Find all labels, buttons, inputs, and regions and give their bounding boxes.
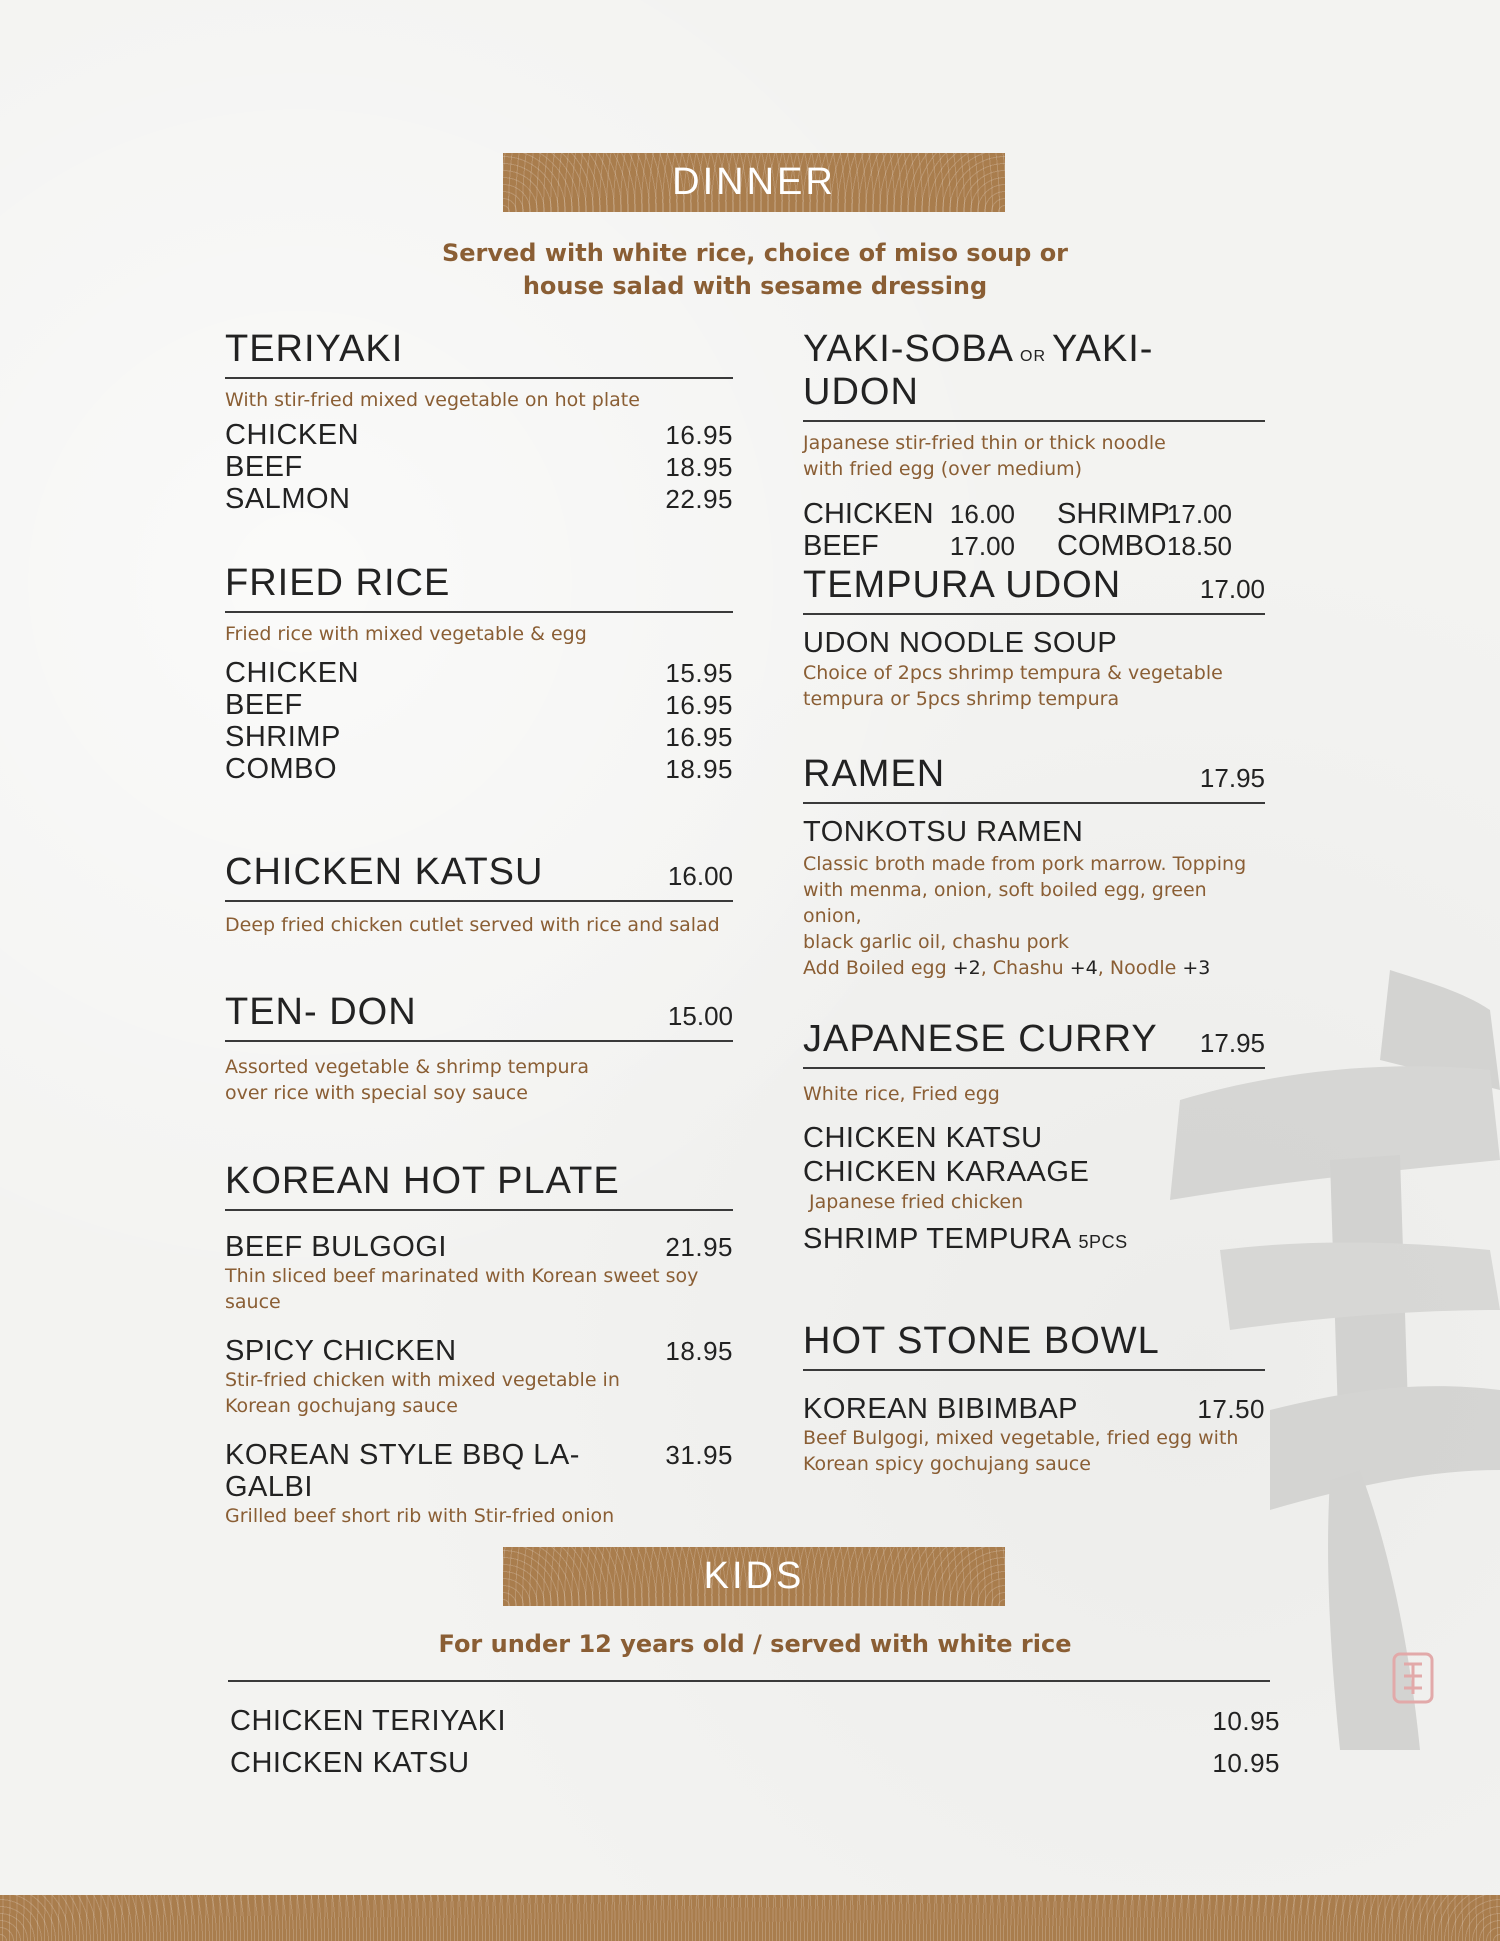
item-price: 16.95 (665, 420, 733, 450)
section-tempura-udon (803, 564, 1265, 712)
section-hot-stone-bowl (803, 1320, 1265, 1477)
section-header (803, 564, 1265, 615)
description-line: black garlic oil, chashu pork (803, 931, 1069, 953)
description-line: tempura or 5pcs shrimp tempura (803, 688, 1120, 710)
addons-line (803, 955, 1265, 981)
kids-subtitle: For under 12 years old / served with white rice (438, 1630, 1072, 1658)
dinner-subtitle-line2: house salad with sesame dressing (522, 272, 988, 300)
section-title: TERIYAKI (225, 328, 404, 370)
item-description (803, 1425, 1265, 1477)
item-name: CHICKEN KATSU (230, 1747, 470, 1779)
menu-item (225, 1335, 733, 1419)
section-title: KOREAN HOT PLATE (225, 1160, 620, 1202)
item-price: 16.95 (665, 722, 733, 752)
kids-banner-title: KIDS (703, 1555, 805, 1597)
section-price: 16.00 (667, 861, 733, 891)
addon-price: +3 (1182, 957, 1211, 979)
item-description: Grilled beef short rib with Stir-fried onion (225, 1505, 615, 1527)
item-name: CHICKEN (225, 657, 360, 689)
item-price: 17.50 (1197, 1394, 1265, 1424)
item-description: Korean gochujang sauce (225, 1395, 458, 1417)
title-yaki-soba: YAKI-SOBA (803, 328, 1015, 370)
item-grid (803, 498, 1265, 562)
addon-label: , Chashu (980, 957, 1070, 979)
item-name: KOREAN STYLE BBQ LA-GALBI (225, 1439, 580, 1503)
kids-banner (503, 1547, 1005, 1606)
section-title: FRIED RICE (225, 562, 451, 604)
item-name: CHICKEN TERIYAKI (230, 1705, 507, 1737)
description-line: with menma, onion, soft boiled egg, green onion, (803, 879, 1207, 927)
section-fried-rice (225, 562, 733, 785)
section-title: TEMPURA UDON (803, 564, 1122, 606)
menu-item (225, 483, 733, 515)
red-seal-stamp (1390, 1650, 1436, 1706)
item-description: Thin sliced beef marinated with Korean sweet soy sauce (225, 1265, 699, 1313)
item-row (803, 1393, 1265, 1425)
menu-item (230, 1742, 1280, 1784)
section-teriyaki (225, 328, 733, 515)
addon-price: +4 (1069, 957, 1098, 979)
item-price: 16.00 (949, 499, 1015, 529)
item-description (803, 660, 1265, 712)
title-or: OR (1020, 348, 1047, 365)
item-price: 18.95 (665, 452, 733, 482)
menu-item (225, 689, 733, 721)
item-row (225, 1439, 733, 1503)
menu-item (803, 1223, 1265, 1256)
footer-pattern-band (0, 1895, 1500, 1941)
item-name: SALMON (225, 483, 351, 515)
section-title: TEN- DON (225, 991, 417, 1033)
item-list (225, 657, 733, 785)
description-line: Korean spicy gochujang sauce (803, 1453, 1091, 1475)
menu-item (230, 1700, 1280, 1742)
item-price: 22.95 (665, 484, 733, 514)
item-name: CHICKEN (225, 419, 360, 451)
item-name: SHRIMP TEMPURA (803, 1223, 1070, 1255)
item-name: COMBO (1057, 530, 1167, 562)
menu-item (225, 1439, 733, 1529)
section-price: 15.00 (667, 1001, 733, 1031)
section-header (225, 851, 733, 902)
dinner-subtitle-line1: Served with white rice, choice of miso soup or (441, 239, 1069, 267)
item-price: 16.95 (665, 690, 733, 720)
dinner-banner (503, 153, 1005, 212)
section-title: CHICKEN KATSU (225, 851, 544, 893)
item-name: CHICKEN (803, 498, 934, 530)
menu-item (225, 1231, 733, 1315)
item-price: 15.95 (665, 658, 733, 688)
section-description: With stir-fried mixed vegetable on hot plate (225, 389, 640, 411)
description-line: Assorted vegetable & shrimp tempura (225, 1056, 590, 1078)
section-description: Fried rice with mixed vegetable & egg (225, 623, 587, 645)
section-chicken-katsu (225, 851, 733, 938)
section-price: 17.95 (1199, 763, 1265, 793)
section-description: White rice, Fried egg (803, 1083, 1000, 1105)
item-name: BEEF BULGOGI (225, 1231, 447, 1263)
section-price: 17.95 (1199, 1028, 1265, 1058)
section-header (225, 562, 733, 613)
menu-item (225, 451, 733, 483)
section-header (803, 753, 1265, 804)
description-line: Choice of 2pcs shrimp tempura & vegetable (803, 662, 1223, 684)
section-header (803, 328, 1265, 422)
section-japanese-curry (803, 1018, 1265, 1256)
menu-item (225, 657, 733, 689)
item-name: COMBO (225, 753, 338, 785)
item-description: Japanese fried chicken (809, 1191, 1024, 1213)
item-name: BEEF (225, 689, 303, 721)
section-yaki-soba-udon (803, 328, 1265, 562)
item-name: CHICKEN KATSU (803, 1122, 1043, 1154)
item-price: 21.95 (665, 1232, 733, 1262)
description-line: Beef Bulgogi, mixed vegetable, fried egg with (803, 1427, 1239, 1449)
kids-divider (228, 1680, 1270, 1682)
section-title (803, 328, 1265, 414)
section-description (803, 430, 1265, 482)
item-description: Stir-fried chicken with mixed vegetable in (225, 1369, 620, 1391)
item-price: 10.95 (1212, 1706, 1280, 1736)
description-line: with fried egg (over medium) (803, 458, 1083, 480)
section-header (225, 328, 733, 379)
addon-label: , Noodle (1097, 957, 1183, 979)
section-title: JAPANESE CURRY (803, 1018, 1158, 1060)
section-description: Deep fried chicken cutlet served with rice and salad (225, 914, 720, 936)
addon-price: +2 (952, 957, 981, 979)
title-yaki-udon: YAKI-UDON (803, 328, 1154, 413)
item-name: BEEF (225, 451, 303, 483)
item-price: 17.00 (1166, 499, 1232, 529)
section-header (803, 1018, 1265, 1069)
item-name: SPICY CHICKEN (225, 1335, 457, 1367)
item-name: TONKOTSU RAMEN (803, 816, 1084, 848)
item-name: CHICKEN KARAAGE (803, 1156, 1090, 1188)
addon-label: Add Boiled egg (803, 957, 953, 979)
section-description (225, 1054, 733, 1106)
dinner-banner-title: DINNER (672, 161, 836, 203)
item-list (225, 419, 733, 515)
item-price: 18.95 (665, 754, 733, 784)
section-title: HOT STONE BOWL (803, 1320, 1160, 1362)
section-header (225, 1160, 733, 1211)
item-price: 18.50 (1166, 531, 1232, 561)
section-korean-hot-plate (225, 1160, 733, 1529)
item-name: KOREAN BIBIMBAP (803, 1393, 1079, 1425)
item-name: BEEF (803, 530, 879, 562)
item-price: 10.95 (1212, 1748, 1280, 1778)
item-row (225, 1231, 733, 1263)
section-ten-don (225, 991, 733, 1106)
menu-item (225, 721, 733, 753)
section-title: RAMEN (803, 753, 946, 795)
section-header (803, 1320, 1265, 1371)
kids-item-list (230, 1700, 1280, 1784)
description-line: over rice with special soy sauce (225, 1082, 528, 1104)
item-name: SHRIMP (1057, 498, 1170, 530)
item-name: UDON NOODLE SOUP (803, 627, 1118, 659)
description-line: Classic broth made from pork marrow. Topping (803, 853, 1247, 875)
menu-item (225, 419, 733, 451)
dinner-subtitle (400, 237, 1110, 303)
item-row (225, 1335, 733, 1367)
menu-item (225, 753, 733, 785)
section-header (225, 991, 733, 1042)
section-price: 17.00 (1199, 574, 1265, 604)
description-line: Japanese stir-fried thin or thick noodle (803, 432, 1166, 454)
item-description (803, 851, 1265, 981)
item-price: 18.95 (665, 1336, 733, 1366)
item-quantity: 5PCS (1078, 1232, 1128, 1252)
item-price: 17.00 (949, 531, 1015, 561)
section-ramen (803, 753, 1265, 981)
item-price: 31.95 (665, 1440, 733, 1470)
item-name: SHRIMP (225, 721, 341, 753)
